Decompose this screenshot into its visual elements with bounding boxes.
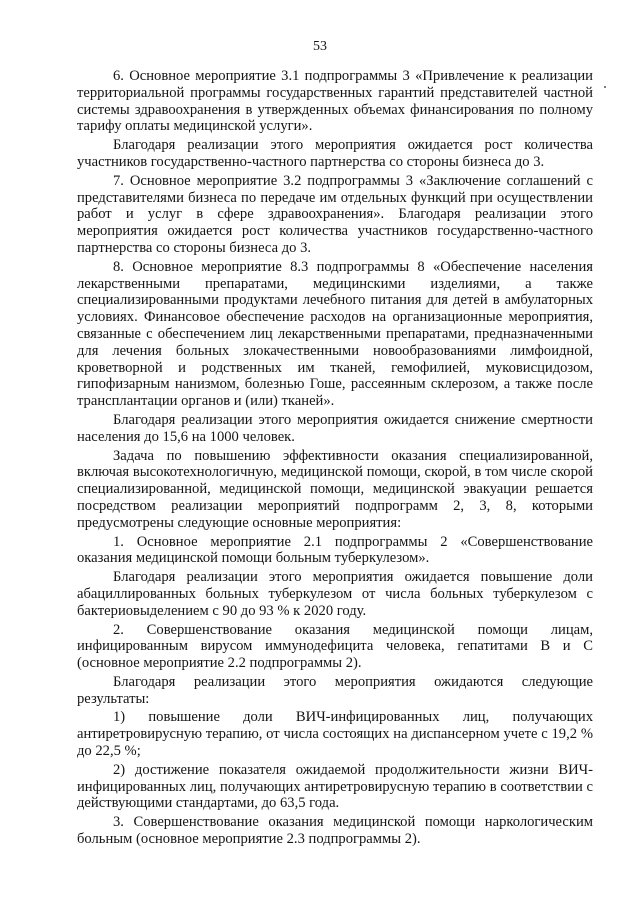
paragraph-item-2: 2. Совершенствование оказания медицинской помощи лицам, инфицированным вирусом иммунодефицита человека, гепатитами B и C (основное мероприятие 2.2 подпрограммы 2). xyxy=(77,621,593,672)
scan-speck xyxy=(604,86,606,88)
paragraph-task-efficiency: Задача по повышению эффективности оказания специализированной, включая высокотехнологичную, медицинской помощи, скорой, в том числе скорой специализированной, медицинской помощи, медицинской эвакуации решается посредством реализации мероприятий подпрограмм 2, 3, 8, которыми предусмотрены следующие основные мероприятия: xyxy=(77,447,593,531)
paragraph-measure-8: 8. Основное мероприятие 8.3 подпрограммы 8 «Обеспечение населения лекарственными препаратами, медицинскими изделиями, а также специализированными продуктами лечебного питания для детей в амбулаторных условиях. Финансовое обеспечение расходов на организационные мероприятия, связанные с обеспечением лиц лекарственными препаратами, предназначенными для лечения больных злокачественными новообразованиями лимфоидной, кроветворной и родственных им тканей, гемофилией, муковисцидозом, гипофизарным нанизмом, болезнью Гоше, рассеянным склерозом, а также после трансплантации органов и (или) тканей». xyxy=(77,258,593,410)
paragraph-item-1-effect: Благодаря реализации этого мероприятия ожидается повышение доли абациллированных больных туберкулезом от числа больных туберкулезом с бактериовыделением с 90 до 93 % к 2020 году. xyxy=(77,569,593,619)
paragraph-item-3: 3. Совершенствование оказания медицинской помощи наркологическим больным (основное мероприятие 2.3 подпрограммы 2). xyxy=(77,814,593,848)
paragraph-measure-6-effect: Благодаря реализации этого мероприятия ожидается рост количества участников государственно-частного партнерства со стороны бизнеса до 3. xyxy=(77,137,593,170)
page-number: 53 xyxy=(313,39,327,54)
paragraph-measure-6: 6. Основное мероприятие 3.1 подпрограммы 3 «Привлечение к реализации территориальной программы государственных гарантий представителей частной системы здравоохранения в утвержденных объемах финансирования по полному тарифу оплаты медицинской услуги». xyxy=(77,68,593,135)
paragraph-measure-8-effect: Благодаря реализации этого мероприятия ожидается снижение смертности населения до 15,6 на 1000 человек. xyxy=(77,411,593,445)
paragraph-result-2: 2) достижение показателя ожидаемой продолжительности жизни ВИЧ-инфицированных лиц, получающих антиретровирусную терапию в соответствии с действующими стандартами, до 63,5 года. xyxy=(77,761,593,812)
paragraph-measure-7: 7. Основное мероприятие 3.2 подпрограммы 3 «Заключение соглашений с представителями бизнеса по передаче им отдельных функций при осуществлении работ и услуг в сфере здравоохранения». Благодаря реализации этого мероприятия ожидается рост количества участников государственно-частного партнерства со стороны бизнеса до 3. xyxy=(77,172,593,256)
paragraph-item-2-effect: Благодаря реализации этого мероприятия ожидаются следующие результаты: xyxy=(77,673,593,707)
paragraph-result-1: 1) повышение доли ВИЧ-инфицированных лиц, получающих антиретровирусную терапию, от числа состоящих на диспансерном учете с 19,2 % до 22,5 %; xyxy=(77,709,593,760)
paragraph-item-1: 1. Основное мероприятие 2.1 подпрограммы 2 «Совершенствование оказания медицинской помощи больным туберкулезом». xyxy=(77,533,593,567)
